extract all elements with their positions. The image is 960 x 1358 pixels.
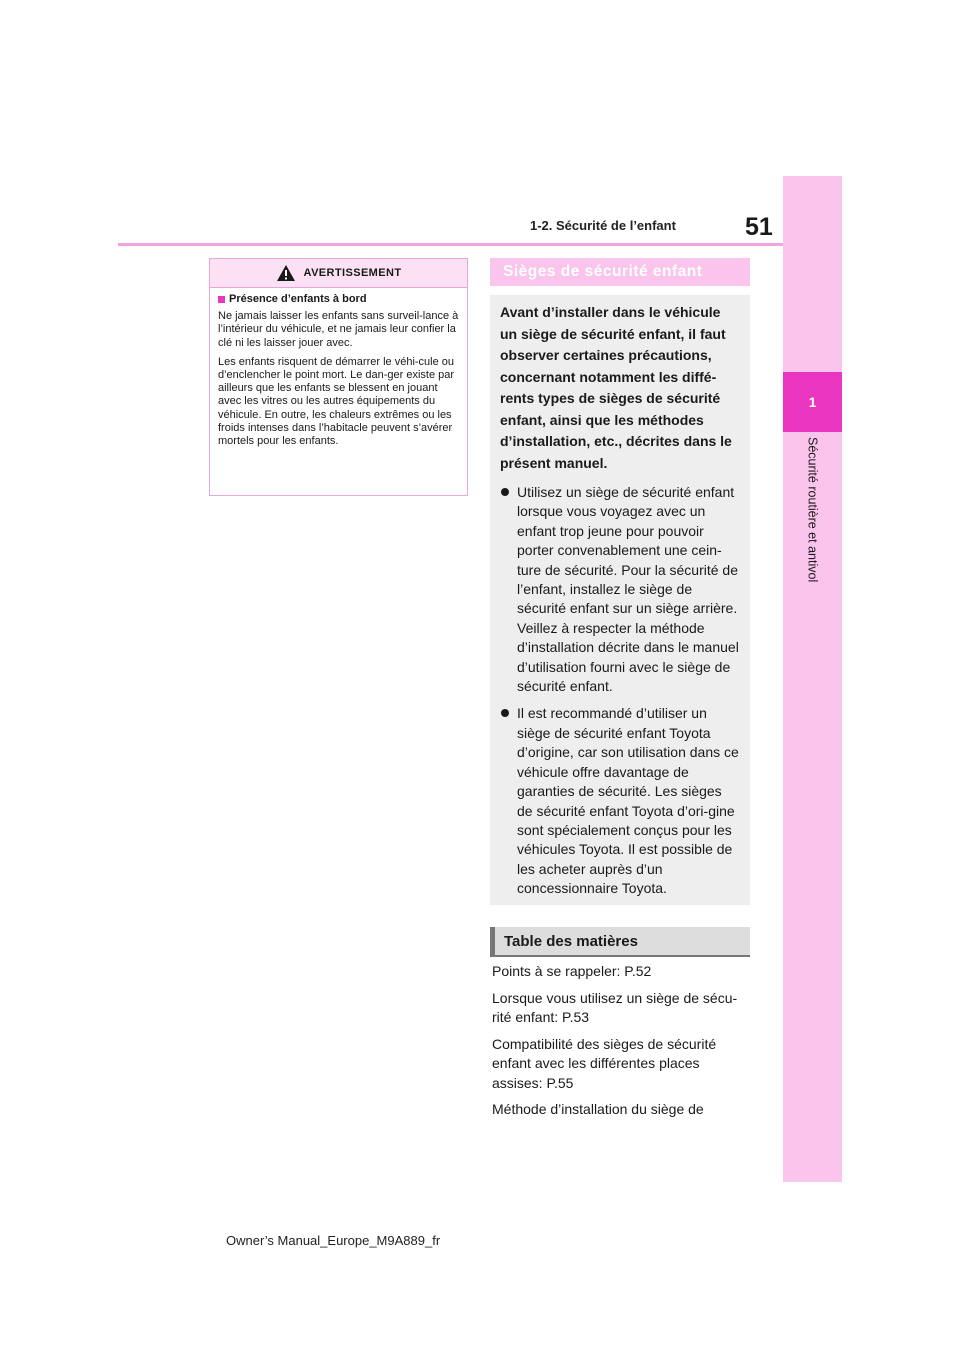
- toc-entry[interactable]: Lorsque vous utilisez un siège de sécu-rité enfant: P.53: [492, 989, 738, 1025]
- bullet-item: Il est recommandé d’utiliser un siège de sécurité enfant Toyota d’origine, car son utilisation dans ce véhicule offre davantage de garanties de sécurité. Les sièges de sécurité enfant Toyota d’ori-gine sont spécialement conçus pour les véhicules Toyota. Il est possible de les acheter auprès d’un concessionnaire Toyota.: [500, 704, 740, 898]
- square-bullet-icon: [218, 296, 225, 303]
- warning-paragraph: Ne jamais laisser les enfants sans surveil-lance à l’intérieur du véhicule, et ne jamais leur confier la clé ni les laisser jouer avec.: [218, 310, 459, 349]
- toc-title: Table des matières: [490, 927, 750, 957]
- intro-bullet-list: [500, 483, 740, 899]
- warning-body: [210, 288, 467, 448]
- header-divider: [118, 243, 783, 246]
- page-number: 51: [745, 213, 773, 241]
- toc-entry[interactable]: Points à se rappeler: P.52: [492, 963, 652, 979]
- intro-text: Avant d’installer dans le véhicule un siège de sécurité enfant, il faut observer certaines précautions, concernant notamment les diffé-rents types de sièges de sécurité enfant, ainsi que les méthodes d’installation, etc., décrites dans le présent manuel.: [500, 304, 732, 471]
- warning-triangle-icon: [276, 264, 296, 282]
- chapter-number[interactable]: 1: [783, 372, 842, 432]
- toc-list: [492, 962, 750, 1127]
- section-title: Sièges de sécurité enfant: [490, 258, 750, 286]
- bullet-item: Utilisez un siège de sécurité enfant lorsque vous voyagez avec un enfant trop jeune pour pouvoir porter convenablement une cein-ture de sécurité. Pour la sécurité de l’enfant, installez le siège de sécurité enfant sur un siège arrière. Veillez à respecter la méthode d’installation décrite dans le manuel d’utilisation fourni avec le siège de sécurité enfant.: [500, 483, 740, 696]
- warning-paragraph: Les enfants risquent de démarrer le véhi-cule ou d’enclencher le point mort. Le dan-ger existe par ailleurs que les enfants se blessent en jouant avec les vitres ou les autres équipements du véhicule. En outre, les chaleurs extrêmes ou les froids intenses dans l’habitacle peuvent s’avérer mortels pour les enfants.: [218, 355, 455, 448]
- side-tab: [783, 176, 842, 1182]
- chapter-title: Sécurité routière et antivol: [805, 437, 820, 583]
- intro-box: [490, 295, 750, 905]
- warning-title: AVERTISSEMENT: [303, 267, 402, 279]
- warning-header: [210, 259, 467, 288]
- toc-entry[interactable]: Méthode d’installation du siège de: [492, 1101, 704, 1117]
- warning-box: [209, 258, 468, 496]
- footer-text: Owner’s Manual_Europe_M9A889_fr: [226, 1233, 441, 1248]
- toc-entry[interactable]: Compatibilité des sièges de sécurité enfant avec les différentes places assises: P.55: [492, 1035, 717, 1091]
- warning-subtitle-text: Présence d’enfants à bord: [229, 293, 367, 305]
- warning-subtitle: [218, 293, 459, 306]
- section-header: 1-2. Sécurité de l’enfant: [530, 218, 676, 233]
